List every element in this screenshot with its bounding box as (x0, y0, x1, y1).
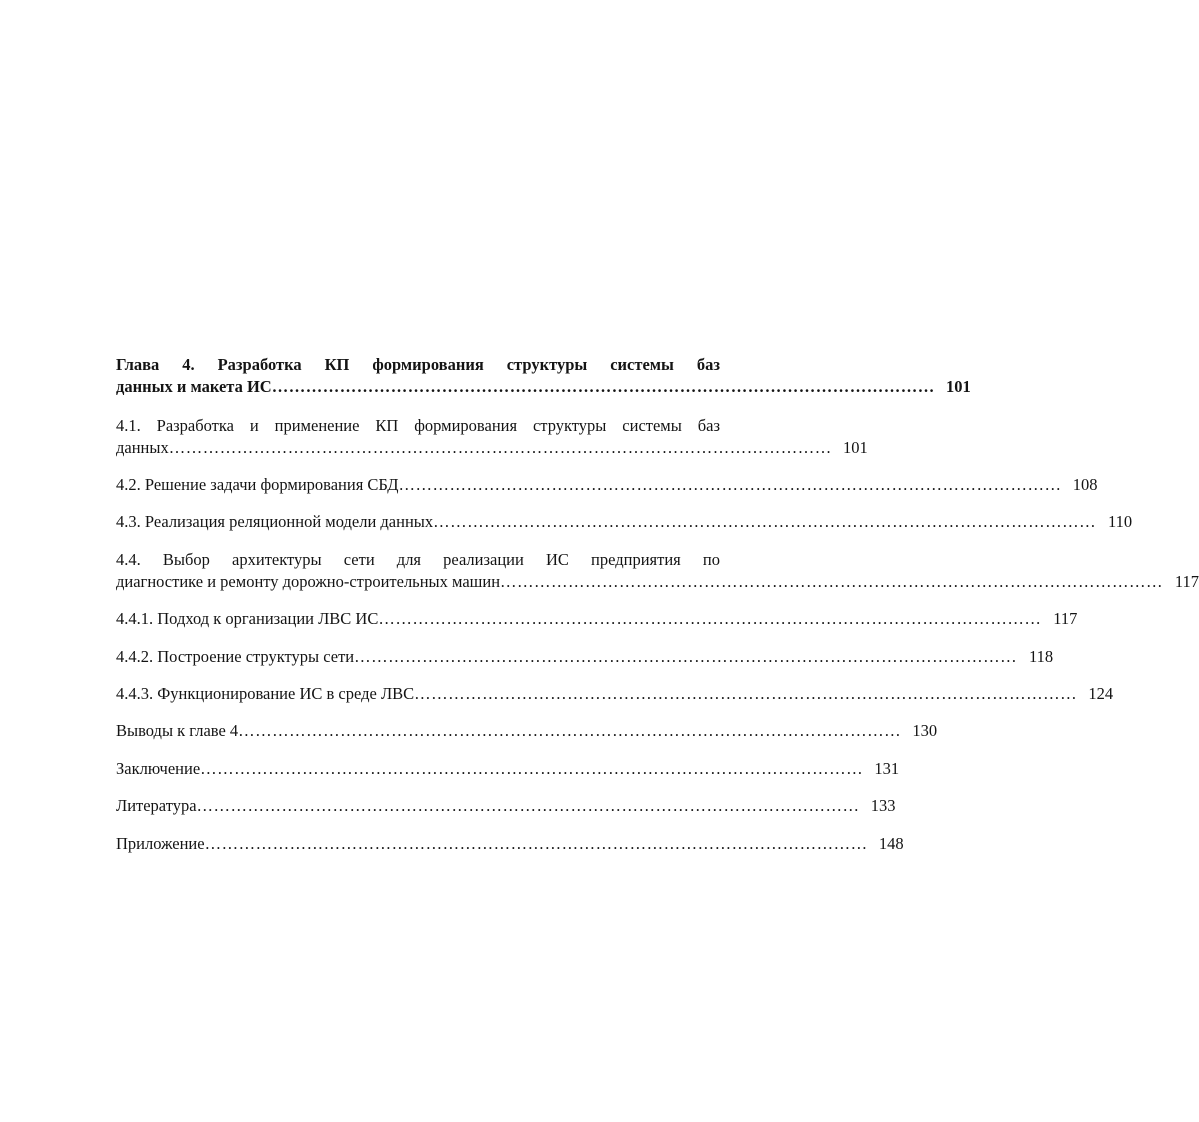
toc-entry-chapter-4[interactable] (116, 354, 971, 398)
toc-entry-title: Заключение (116, 759, 201, 778)
dot-leader: ……………………………………………………………………………………………………… (238, 721, 902, 740)
toc-entry-last-line (116, 511, 1133, 533)
toc-entry-last-line (116, 571, 1199, 593)
toc-entry-last-line (116, 474, 1098, 496)
toc-page-number: 110 (1107, 512, 1133, 531)
toc-entry-title: Литература (116, 796, 197, 815)
dot-leader: ……………………………………………………………………………………………………… (378, 609, 1042, 628)
toc-entry-last-line (116, 758, 900, 780)
toc-entry-4-3[interactable] (116, 511, 1133, 533)
toc-page-number: 101 (945, 377, 971, 396)
toc-entry-title: Приложение (116, 834, 205, 853)
toc-page-number: 101 (842, 438, 868, 457)
toc-entry-title-line: 4.4. Выбор архитектуры сети для реализации ИС предприятия по (116, 550, 720, 569)
toc-entry-title-line: 4.1. Разработка и применение КП формирования структуры системы баз (116, 416, 720, 435)
toc-page-number: 108 (1072, 475, 1098, 494)
dot-leader: ……………………………………………………………………………………………………… (271, 377, 935, 396)
dot-leader: ……………………………………………………………………………………………………… (354, 647, 1018, 666)
dot-leader: ……………………………………………………………………………………………………… (433, 512, 1097, 531)
dot-leader: ……………………………………………………………………………………………………… (168, 438, 832, 457)
toc-entry-last-line (116, 795, 896, 817)
toc-page-number: 118 (1028, 647, 1054, 666)
dot-leader: ……………………………………………………………………………………………………… (200, 759, 864, 778)
toc-entry-last-line (116, 833, 904, 855)
toc-entry-4-2[interactable] (116, 474, 1098, 496)
toc-page-number: 133 (870, 796, 896, 815)
toc-entry-last-line (116, 437, 868, 459)
toc-entry-title: Выводы к главе 4 (116, 721, 239, 740)
toc-entry-4-4-3[interactable] (116, 683, 1114, 705)
toc-entry-last-line (116, 608, 1078, 630)
toc-entry-title: 4.3. Реализация реляционной модели данных (116, 512, 434, 531)
toc-entry-title-line: Глава 4. Разработка КП формирования структуры системы баз (116, 355, 720, 374)
dot-leader: ……………………………………………………………………………………………………… (414, 684, 1078, 703)
toc-entry-conclusions-chapter-4[interactable] (116, 720, 938, 742)
toc-entry-4-4[interactable] (116, 549, 1199, 593)
toc-entry-appendix[interactable] (116, 833, 904, 855)
toc-entry-4-4-1[interactable] (116, 608, 1078, 630)
dot-leader: ……………………………………………………………………………………………………… (196, 796, 860, 815)
toc-entry-title: 4.4.1. Подход к организации ЛВС ИС (116, 609, 379, 628)
toc-page-number: 117 (1053, 609, 1078, 628)
toc-entry-last-line (116, 720, 938, 742)
toc-entry-last-line (116, 376, 971, 398)
toc-page-number: 130 (912, 721, 938, 740)
toc-entry-title: 4.2. Решение задачи формирования СБД (116, 475, 399, 494)
toc-page-number: 117 (1174, 572, 1199, 591)
toc-entry-4-1[interactable] (116, 415, 868, 459)
toc-entry-title: данных (116, 438, 169, 457)
dot-leader: ……………………………………………………………………………………………………… (204, 834, 868, 853)
toc-page-number: 148 (878, 834, 904, 853)
toc-page-number: 124 (1088, 684, 1114, 703)
toc-entry-title: диагностике и ремонту дорожно-строительных машин (116, 572, 501, 591)
dot-leader: ……………………………………………………………………………………………………… (500, 572, 1164, 591)
toc-entry-title: данных и макета ИС (116, 377, 272, 396)
toc-entry-literature[interactable] (116, 795, 896, 817)
toc-entry-last-line (116, 683, 1114, 705)
dot-leader: ……………………………………………………………………………………………………… (398, 475, 1062, 494)
toc-entry-4-4-2[interactable] (116, 646, 1054, 668)
toc-entry-last-line (116, 646, 1054, 668)
toc-entry-title: 4.4.3. Функционирование ИС в среде ЛВС (116, 684, 415, 703)
toc-entry-conclusion[interactable] (116, 758, 900, 780)
toc-page-number: 131 (874, 759, 900, 778)
toc-entry-title: 4.4.2. Построение структуры сети (116, 647, 355, 666)
